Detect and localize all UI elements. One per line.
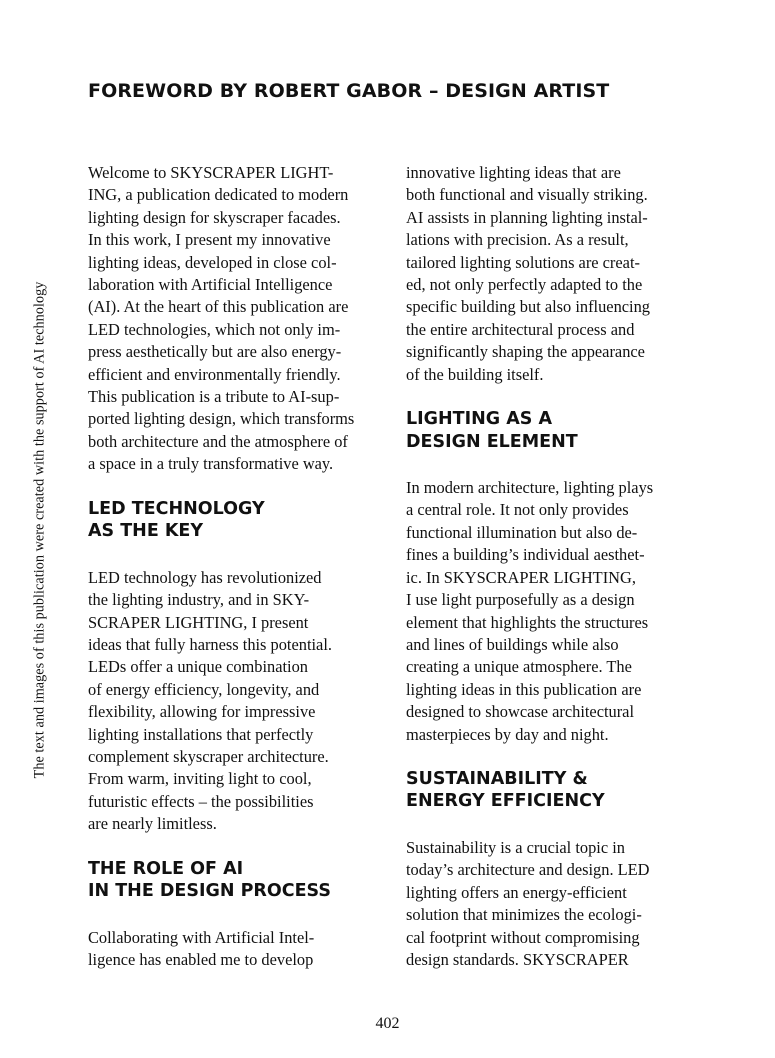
text-line: lighting ideas in this publication are <box>406 679 642 699</box>
text-line: THE ROLE OF AI <box>88 858 244 879</box>
text-line: AS THE KEY <box>88 521 204 542</box>
intro-paragraph <box>88 162 380 476</box>
text-line: SUSTAINABILITY & <box>406 768 588 789</box>
text-line: ed, not only perfectly adapted to the <box>406 275 643 295</box>
text-line: LED technologies, which not only im- <box>88 319 341 339</box>
text-line: designed to showcase architectural <box>406 702 635 722</box>
text-line: cal footprint without compromising <box>406 927 640 947</box>
left-column <box>88 162 380 971</box>
text-line: tailored lighting solutions are creat- <box>406 252 640 272</box>
text-line: a central role. It not only provides <box>406 500 629 520</box>
text-line: functional illumination but also de- <box>406 522 638 542</box>
text-line: are nearly limitless. <box>88 814 217 834</box>
text-line: Collaborating with Artificial Intel- <box>88 927 315 947</box>
text-line: (AI). At the heart of this publication are <box>88 297 349 317</box>
role-of-ai-paragraph-continued <box>406 162 698 386</box>
text-line: DESIGN ELEMENT <box>406 431 578 452</box>
text-line: IN THE DESIGN PROCESS <box>88 881 331 902</box>
text-line: lighting ideas, developed in close col- <box>88 252 337 272</box>
text-line: and lines of buildings while also <box>406 634 619 654</box>
text-line: solution that minimizes the ecologi- <box>406 905 642 925</box>
page-title: FOREWORD BY ROBERT GABOR – DESIGN ARTIST <box>88 80 610 102</box>
text-line: I use light purposefully as a design <box>406 590 635 610</box>
text-line: LEDs offer a unique combination <box>88 657 309 677</box>
text-line: specific building but also influencing <box>406 297 650 317</box>
text-line: press aesthetically but are also energy- <box>88 342 342 362</box>
page-number: 402 <box>375 1015 400 1032</box>
text-line: ENERGY EFFICIENCY <box>406 791 605 812</box>
text-line: AI assists in planning lighting instal- <box>406 207 648 227</box>
right-column <box>406 162 698 971</box>
text-line: ideas that fully harness this potential. <box>88 634 332 654</box>
text-line: This publication is a tribute to AI-sup- <box>88 387 340 407</box>
text-line: today’s architecture and design. LED <box>406 860 650 880</box>
text-line: flexibility, allowing for impressive <box>88 702 316 722</box>
text-line: Sustainability is a crucial topic in <box>406 837 625 857</box>
text-line: futuristic effects – the possibilities <box>88 791 314 811</box>
text-line: efficient and environmentally friendly. <box>88 364 341 384</box>
lighting-design-element-heading <box>406 408 698 453</box>
text-line: design standards. SKYSCRAPER <box>406 949 629 969</box>
text-line: complement skyscraper architecture. <box>88 746 329 766</box>
text-line: lighting installations that perfectly <box>88 724 314 744</box>
text-line: In this work, I present my innovative <box>88 230 331 250</box>
text-line: LED technology has revolutionized <box>88 567 322 587</box>
role-of-ai-paragraph <box>88 927 380 972</box>
text-line: laboration with Artificial Intelligence <box>88 275 333 295</box>
text-line: a space in a truly transformative way. <box>88 454 334 474</box>
text-line: of the building itself. <box>406 364 544 384</box>
text-line: SCRAPER LIGHTING, I present <box>88 612 309 632</box>
text-line: both architecture and the atmosphere of <box>88 431 348 451</box>
text-line: fines a building’s individual aesthet- <box>406 545 645 565</box>
text-line: the lighting industry, and in SKY- <box>88 590 310 610</box>
text-line: From warm, inviting light to cool, <box>88 769 312 789</box>
text-line: creating a unique atmosphere. The <box>406 657 632 677</box>
sustainability-heading <box>406 768 698 813</box>
role-of-ai-heading <box>88 858 380 903</box>
text-line: ING, a publication dedicated to modern <box>88 185 349 205</box>
text-line: element that highlights the structures <box>406 612 649 632</box>
text-line: lighting offers an energy-efficient <box>406 882 627 902</box>
text-line: masterpieces by day and night. <box>406 724 609 744</box>
text-line: ported lighting design, which transforms <box>88 409 355 429</box>
text-line: the entire architectural process and <box>406 319 635 339</box>
text-line: of energy efficiency, longevity, and <box>88 679 320 699</box>
led-technology-heading <box>88 498 380 543</box>
text-line: lations with precision. As a result, <box>406 230 629 250</box>
text-line: Welcome to SKYSCRAPER LIGHT- <box>88 163 334 182</box>
text-line: both functional and visually striking. <box>406 185 648 205</box>
led-technology-paragraph <box>88 567 380 836</box>
text-line: lighting design for skyscraper facades. <box>88 207 341 227</box>
text-line: LED TECHNOLOGY <box>88 498 265 519</box>
sustainability-paragraph <box>406 837 698 971</box>
text-line: In modern architecture, lighting plays <box>406 478 654 498</box>
text-line: innovative lighting ideas that are <box>406 163 621 182</box>
text-line: ic. In SKYSCRAPER LIGHTING, <box>406 567 636 587</box>
text-line: significantly shaping the appearance <box>406 342 645 362</box>
text-line: ligence has enabled me to develop <box>88 949 314 969</box>
text-line: LIGHTING AS A <box>406 409 553 430</box>
side-note: The text and images of this publication were created with the support of AI technology <box>31 281 48 779</box>
lighting-design-element-paragraph <box>406 477 698 746</box>
